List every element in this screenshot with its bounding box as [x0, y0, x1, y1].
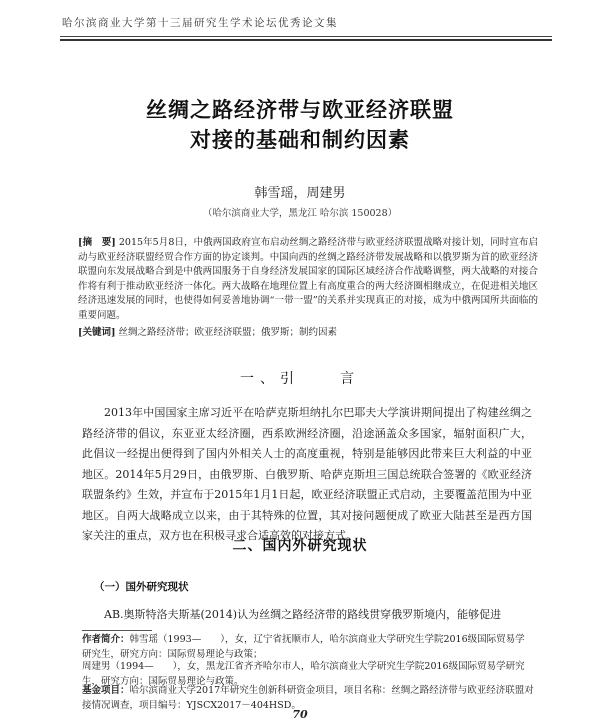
abstract-label: [摘 要] [78, 237, 116, 248]
footnote-author-1 [82, 633, 534, 662]
abstract [78, 236, 538, 324]
authors: 韩雪瑶，周建男 [254, 186, 346, 201]
header-rule-thick [60, 39, 552, 41]
section-heading-introduction: 一、引 言 [240, 371, 360, 387]
keywords [78, 326, 538, 340]
keywords-label: [关键词] [78, 327, 116, 338]
paper-title-line-1: 丝绸之路经济带与欧亚经济联盟 [146, 98, 454, 122]
paper-title-line-2: 对接的基础和制约因素 [190, 128, 410, 152]
footnote-rule [82, 630, 152, 631]
page-number: 70 [292, 708, 308, 721]
footnote-author-1-text: 韩雪瑶（1993— ），女，辽宁省抚顺市人，哈尔滨商业大学研究生学院2016级国际贸易学研究生，研究方向：国际贸易理论与政策； [82, 634, 525, 660]
section-heading-research-status: 二、国内外研究现状 [232, 538, 368, 554]
abstract-text: 2015年5月8日，中俄两国政府宣布启动丝绸之路经济带与欧亚经济联盟战略对接计划，同时宣布启动与欧亚经济联盟经贸合作方面的协定谈判。中国向西的丝绸之路经济带发展战略和以俄罗斯为首的欧亚经济联盟向东发展战略合到是中俄两国服务于自身经济发展国家的国际区域经济合作战略调整，两大战略的对接合作将有利于推动欧亚经济一体化。两大战略在地理位置上有高度重合的两大经济圈相继成立，在促进相关地区经济迅速发展的同时，也使得如何妥善地协调“一带一盟”的关系并实现真正的对接，成为中俄两国所共面临的重要问题。 [78, 237, 538, 321]
footnote-author-label: 作者简介： [82, 634, 130, 645]
keywords-text: 丝绸之路经济带；欧亚经济联盟；俄罗斯；制约因素 [118, 327, 338, 338]
footnote-author-2: 周建男（1994— ），女，黑龙江省齐齐哈尔市人，哈尔滨商业大学研究生学院2016级国际贸易学研究生，研究方向：国际贸易理论与政策。 [82, 661, 525, 687]
footnote-fund-label: 基金项目： [82, 685, 130, 696]
body-paragraph: AB.奥斯特洛夫斯基(2014)认为丝绸之路经济带的路线贯穿俄罗斯境内，能够促进 [104, 608, 502, 621]
header-rule [60, 36, 552, 37]
footnote-fund-text: 哈尔滨商业大学2017年研究生创新科研资金项目，项目名称：丝绸之路经济带与欧亚经济联盟对接情况调查，项目编号：YJSCX2017－404HSD。 [82, 685, 534, 711]
running-header: 哈尔滨商业大学第十三届研究生学术论坛优秀论文集 [62, 17, 338, 29]
subsection-heading-foreign-research: （一）国外研究现状 [94, 581, 189, 593]
intro-paragraph: 2013年中国国家主席习近平在哈萨克斯坦纳扎尔巴耶夫大学演讲期间提出了构建丝绸之路经济带的倡议，东亚亚太经济圈，西系欧洲经济圈，沿途涵盖众多国家，辐射面积广大，此倡议一经提出便得到了国内外相关人士的高度重视，特别是能够因此带来巨大利益的中亚地区。2014年5月29日，由俄罗斯、白俄罗斯、哈萨克斯坦三国总统联合签署的《欧亚经济联盟条约》生效，并宣布于2015年1月1日起，欧亚经济联盟正式启动，主要覆盖范围为中亚地区。自两大战略成立以来，由于其特殊的位置，其对接问题便成了欧亚大陆甚至是西方国家关注的重点，双方也在积极寻求合适高效的对接方式。 [82, 406, 532, 542]
affiliation: （哈尔滨商业大学，黑龙江 哈尔滨 150028） [202, 208, 398, 219]
